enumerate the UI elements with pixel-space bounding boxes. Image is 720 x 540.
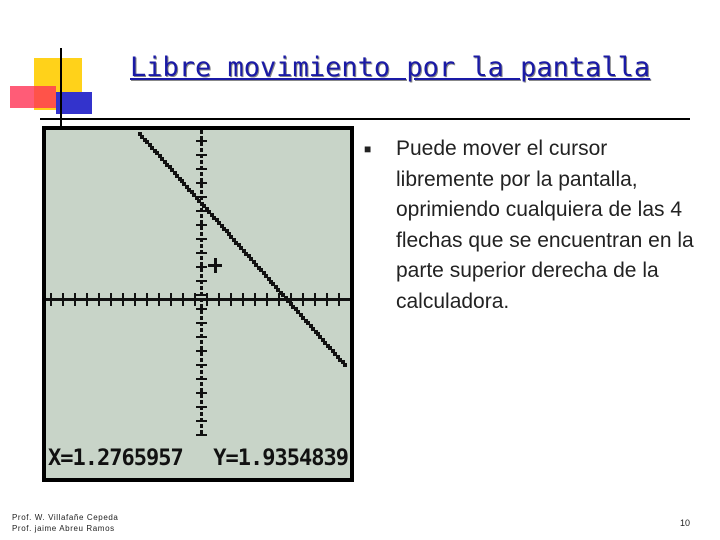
y-tick xyxy=(196,224,207,226)
y-axis-segment xyxy=(200,340,203,344)
y-axis-segment xyxy=(200,328,203,332)
y-axis-segment xyxy=(200,190,203,194)
y-axis-segment xyxy=(200,142,203,146)
x-tick xyxy=(302,293,304,306)
y-axis-segment xyxy=(200,148,203,152)
axis-ticks xyxy=(46,130,350,436)
y-axis-segment xyxy=(200,394,203,398)
x-tick xyxy=(110,293,112,306)
x-coordinate: X=1.2765957 xyxy=(48,445,183,471)
y-tick xyxy=(196,364,207,366)
y-axis-segment xyxy=(200,298,203,302)
cursor-crosshair-icon xyxy=(208,258,222,273)
y-axis-segment xyxy=(200,286,203,290)
y-axis-segment xyxy=(200,346,203,350)
x-tick xyxy=(62,293,64,306)
y-tick xyxy=(196,168,207,170)
x-tick xyxy=(182,293,184,306)
y-axis-segment xyxy=(200,412,203,416)
y-axis-segment xyxy=(200,214,203,218)
x-tick xyxy=(326,293,328,306)
x-tick xyxy=(98,293,100,306)
x-tick xyxy=(158,293,160,306)
y-axis-segment xyxy=(200,400,203,404)
x-tick xyxy=(86,293,88,306)
y-coordinate: Y=1.9354839 xyxy=(213,445,348,471)
y-tick xyxy=(196,406,207,408)
y-axis-segment xyxy=(200,370,203,374)
y-axis-segment xyxy=(200,226,203,230)
graph-dot xyxy=(343,363,347,367)
x-tick xyxy=(194,293,196,306)
y-axis-segment xyxy=(200,184,203,188)
y-axis-segment xyxy=(200,358,203,362)
coordinate-readout xyxy=(48,442,348,474)
x-tick xyxy=(122,293,124,306)
y-axis-segment xyxy=(200,274,203,278)
y-tick xyxy=(196,182,207,184)
footer-author-2: Prof. jaime Abreu Ramos xyxy=(12,524,115,533)
y-axis-segment xyxy=(200,304,203,308)
y-tick xyxy=(196,266,207,268)
calculator-display xyxy=(46,130,350,478)
y-tick xyxy=(196,140,207,142)
y-tick xyxy=(196,392,207,394)
y-axis-segment xyxy=(200,430,203,434)
y-tick xyxy=(196,308,207,310)
footer-author-1: Prof. W. Villafañe Cepeda xyxy=(12,513,119,522)
calculator-screen xyxy=(42,126,354,482)
y-axis-segment xyxy=(200,160,203,164)
decor-vertical-line xyxy=(60,48,62,128)
cursor-vertical xyxy=(214,258,217,273)
y-tick xyxy=(196,378,207,380)
x-tick xyxy=(50,293,52,306)
x-tick xyxy=(314,293,316,306)
y-axis-segment xyxy=(200,244,203,248)
y-axis-segment xyxy=(200,172,203,176)
y-tick xyxy=(196,434,207,436)
x-tick xyxy=(218,293,220,306)
x-tick xyxy=(254,293,256,306)
y-tick xyxy=(196,336,207,338)
y-axis-segment xyxy=(200,232,203,236)
x-tick xyxy=(146,293,148,306)
page-number: 10 xyxy=(680,518,691,528)
y-axis-segment xyxy=(200,178,203,182)
y-axis-segment xyxy=(200,316,203,320)
y-tick xyxy=(196,322,207,324)
x-tick xyxy=(74,293,76,306)
y-axis-segment xyxy=(200,388,203,392)
decor-horizontal-line xyxy=(40,118,690,120)
description-text: Puede mover el cursor libremente por la pantalla, oprimiendo cualquiera de las 4 flechas que se encuentran en la parte superior derecha de la calculadora. xyxy=(396,137,694,313)
footer-credits xyxy=(12,512,118,534)
y-axis-segment xyxy=(200,262,203,266)
y-axis-segment xyxy=(200,136,203,140)
decor-red-square xyxy=(10,86,56,108)
y-tick xyxy=(196,350,207,352)
bullet-icon: ■ xyxy=(364,142,372,156)
y-axis-segment xyxy=(200,220,203,224)
y-axis-segment xyxy=(200,310,203,314)
x-tick xyxy=(170,293,172,306)
y-axis-segment xyxy=(200,130,203,134)
y-axis-segment xyxy=(200,424,203,428)
y-axis-segment xyxy=(200,352,203,356)
y-tick xyxy=(196,238,207,240)
y-tick xyxy=(196,154,207,156)
slide-title: Libre movimiento por la pantalla xyxy=(130,52,651,83)
y-axis-segment xyxy=(200,382,203,386)
y-tick xyxy=(196,252,207,254)
x-axis xyxy=(46,298,350,301)
y-tick xyxy=(196,420,207,422)
y-tick xyxy=(196,294,207,296)
x-tick xyxy=(134,293,136,306)
x-tick xyxy=(230,293,232,306)
y-axis-segment xyxy=(200,256,203,260)
x-tick xyxy=(338,293,340,306)
x-tick xyxy=(242,293,244,306)
graph-line-dots xyxy=(138,132,347,367)
x-tick xyxy=(266,293,268,306)
y-tick xyxy=(196,280,207,282)
y-axis-segment xyxy=(200,268,203,272)
graph-plot xyxy=(46,130,350,478)
